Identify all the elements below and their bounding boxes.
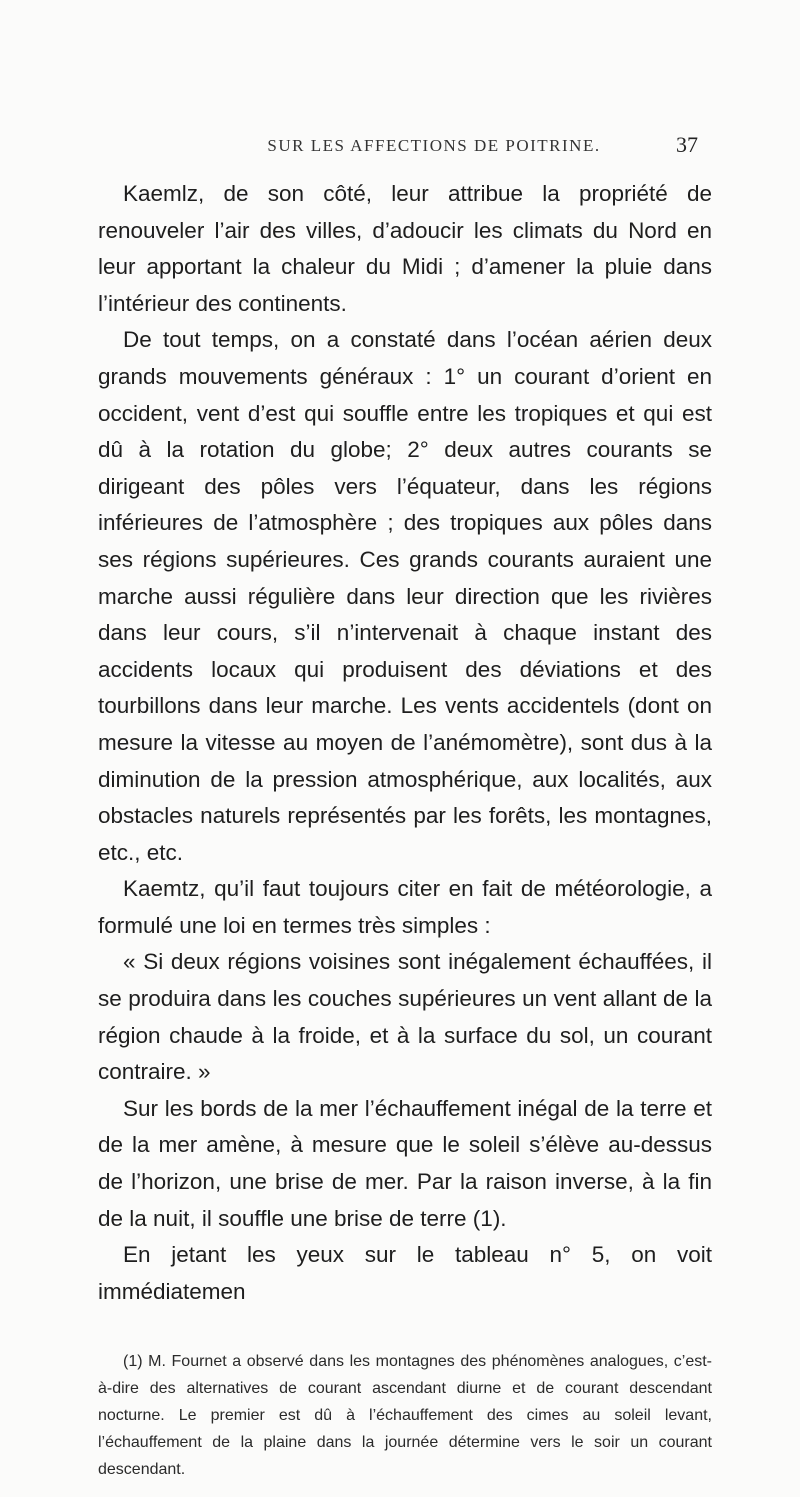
footnote: (1) M. Fournet a observé dans les montagnes des phénomènes analogues, c’est-à-dire des alternatives de courant ascendant diurne et de courant descendant nocturne. Le premier est dû à l’échauffement des cimes au soleil levant, l’échauffement de la plaine dans la journée détermine vers le soir un courant descendant. [98,1353,712,1478]
paragraph-quotation: « Si deux régions voisines sont inégalement échauffées, il se produira dans les couches supérieures un vent allant de la région chaude à la froide, et à la surface du sol, un courant contraire. » [98,949,712,1085]
paragraph-air-currents: De tout temps, on a constaté dans l’océan aérien deux grands mouvements généraux : 1° un courant d’orient en occident, vent d’est qui souffle entre les tropiques et qui est dû à la rotation du globe; 2° deux autres courants se dirigeant des pôles vers l’équateur, dans les régions inférieures de l’atmosphère ; des tropiques aux pôles dans ses régions supérieures. Ces grands courants auraient une marche aussi régulière dans leur direction que les rivières dans leur cours, s’il n’intervenait à chaque instant des accidents locaux qui produisent des déviations et des tourbillons dans leur marche. Les vents accidentels (dont on mesure la vitesse au moyen de l’anémomètre), sont dus à la diminution de la pression atmosphérique, aux localités, aux obstacles naturels représentés par les forêts, les montagnes, etc., etc. [98,327,712,865]
page-header [170,132,698,166]
body-text [98,176,712,1310]
paragraph-kaemtz-law: Kaemtz, qu’il faut toujours citer en fait de météorologie, a formulé une loi en termes très simples : [98,876,712,938]
paragraph-sea-breeze: Sur les bords de la mer l’échauffement inégal de la terre et de la mer amène, à mesure que le soleil s’élève au-dessus de l’horizon, une brise de mer. Par la raison inverse, à la fin de la nuit, il souffle une brise de terre (1). [98,1095,712,1231]
paragraph-table-reference: En jetant les yeux sur le tableau n° 5, on voit immédiatemen [98,1242,712,1304]
running-head: SUR LES AFFECTIONS DE POITRINE. [267,136,601,155]
page-number: 37 [676,132,698,157]
paragraph-kaemtz-intro: Kaemlz, de son côté, leur attribue la propriété de renouveler l’air des villes, d’adoucir les climats du Nord en leur apportant la chaleur du Midi ; d’amener la pluie dans l’intérieur des continents. [98,181,712,316]
